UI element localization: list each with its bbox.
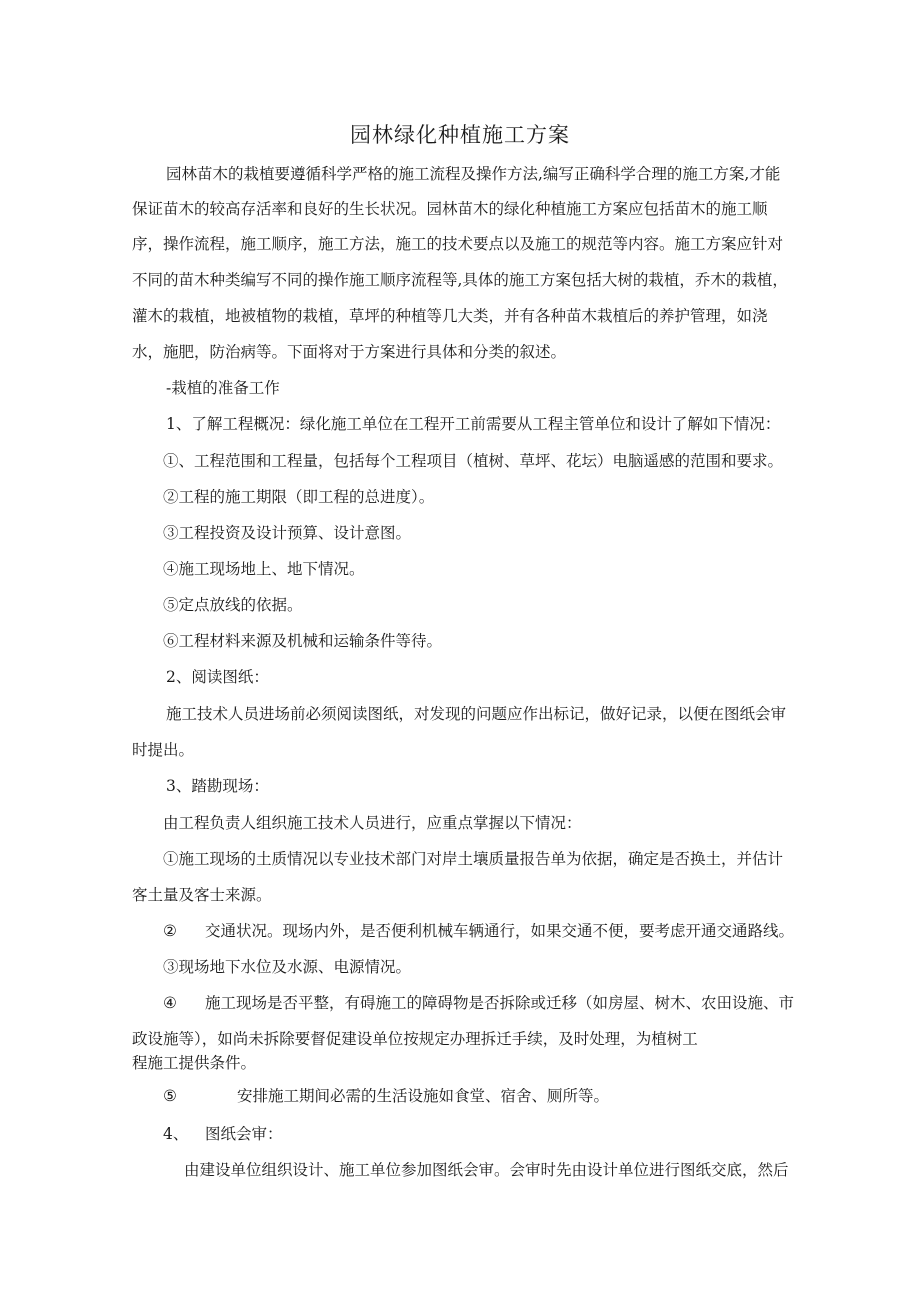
item-4-body: 由建设单位组织设计、施工单位参加图纸会审。会审时先由设计单位进行图纸交底，然后 xyxy=(184,1161,789,1179)
item-1-sub-2: ②工程的施工期限（即工程的总进度）。 xyxy=(163,488,435,506)
item-1-sub-4: ④施工现场地上、地下情况。 xyxy=(163,560,365,578)
intro-line-6: 水，施肥，防治病等。下面将对于方案进行具体和分类的叙述。 xyxy=(132,343,567,361)
item-1-sub-5: ⑤定点放线的依据。 xyxy=(163,596,303,614)
item-1-heading xyxy=(166,413,780,435)
intro-line-5: 灌木的栽植，地被植物的栽植，草坪的种植等几大类，并有各种苗木栽植后的养护管理，如浇 xyxy=(132,307,768,325)
item-1-sub-3: ③工程投资及设计预算、设计意图。 xyxy=(163,524,412,542)
item-3-sub-3: ③现场地下水位及水源、电源情况。 xyxy=(163,958,412,976)
item-2-number: 2 xyxy=(166,668,176,686)
item-3-sub-4-line-3: 程施工提供条件。 xyxy=(132,1054,257,1072)
item-1-text: 、了解工程概况：绿化施工单位在工程开工前需要从工程主管单位和设计了解如下情况： xyxy=(175,415,781,433)
item-4-text: 图纸会审： xyxy=(205,1125,283,1143)
section-heading: -栽植的准备工作 xyxy=(166,379,280,397)
item-3-sub-4-line-2: 政设施等），如尚未拆除要督促建设单位按规定办理拆迁手续，及时处理，为植树工 xyxy=(132,1030,698,1048)
item-3-sub-1-line-2: 客土量及客士来源。 xyxy=(132,886,272,904)
intro-line-3: 序，操作流程，施工顺序，施工方法，施工的技术要点以及施工的规范等内容。施工方案应针对 xyxy=(132,235,784,253)
intro-line-2: 保证苗木的较高存活率和良好的生长状况。园林苗木的绿化种植施工方案应包括苗木的施工顺 xyxy=(132,200,768,218)
item-2-body-1: 施工技术人员进场前必须阅读图纸，对发现的问题应作出标记，做好记录，以便在图纸会审 xyxy=(166,705,787,723)
item-1-sub-1: ①、工程范围和工程量，包括每个工程项目（植树、草坪、花坛）电脑遥感的范围和要求。 xyxy=(163,452,784,470)
item-1-sub-6: ⑥工程材料来源及机械和运输条件等待。 xyxy=(163,632,443,650)
item-3-sub-4-line-1: 施工现场是否平整，有碍施工的障碍物是否拆除或迁移（如房屋、树木、农田设施、市 xyxy=(205,994,795,1012)
item-1-number: 1 xyxy=(166,415,176,433)
document-title: 园林绿化种植施工方案 xyxy=(350,123,570,147)
item-3-intro: 由工程负责人组织施工技术人员进行，应重点掌握以下情况： xyxy=(163,814,582,832)
item-3-text: 、踏勘现场： xyxy=(175,777,269,795)
item-4-number: 4、 xyxy=(163,1125,189,1143)
item-3-number: 3 xyxy=(166,777,176,795)
item-2-heading xyxy=(166,666,269,688)
item-3-sub-1-line-1: ①施工现场的土质情况以专业技术部门对岸土壤质量报告单为依据，确定是否换土，并估计 xyxy=(163,850,784,868)
item-3-sub-2-text: 交通状况。现场内外，是否便利机械车辆通行，如果交通不便，要考虑开通交通路线。 xyxy=(205,922,795,940)
item-2-text: 、阅读图纸： xyxy=(175,668,269,686)
item-2-body-2: 时提出。 xyxy=(132,741,195,759)
item-3-heading xyxy=(166,775,269,797)
intro-line-1: 园林苗木的栽植要遵循科学严格的施工流程及操作方法,编写正确科学合理的施工方案,才能 xyxy=(166,165,781,183)
item-3-sub-4-mark: ④ xyxy=(163,994,177,1012)
item-3-sub-2-mark: ② xyxy=(163,922,177,940)
item-3-sub-5-mark: ⑤ xyxy=(163,1087,177,1105)
intro-line-4: 不同的苗木种类编写不同的操作施工顺序流程等,具体的施工方案包括大树的栽植，乔木的栽植， xyxy=(132,271,788,289)
item-3-sub-5-text: 安排施工期间必需的生活设施如食堂、宿舍、厕所等。 xyxy=(237,1087,610,1105)
